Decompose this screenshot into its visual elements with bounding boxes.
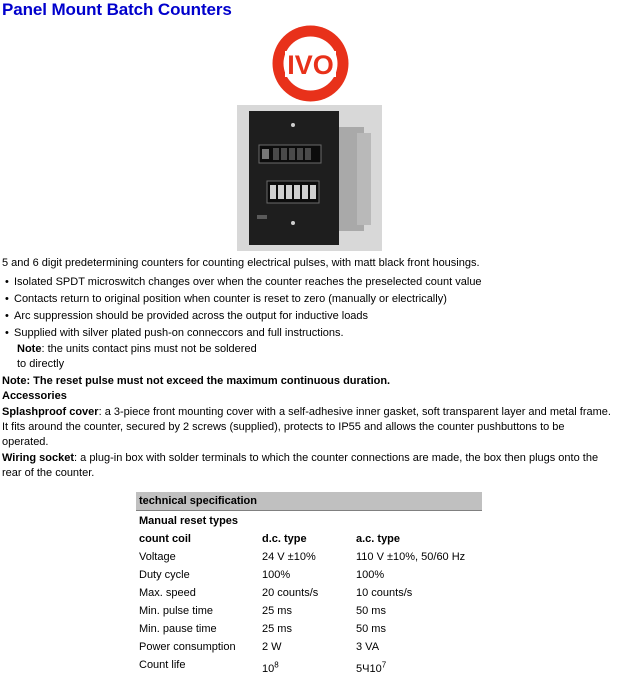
table-row bbox=[136, 566, 482, 584]
note-text-cont: to directly bbox=[17, 358, 65, 370]
column-header: count coil bbox=[139, 533, 191, 545]
note-label: Note bbox=[17, 343, 42, 355]
dc-value: 25 ms bbox=[262, 623, 292, 635]
ac-value: 100% bbox=[356, 569, 385, 581]
note-text: : the units contact pins must not be soldered bbox=[41, 343, 257, 355]
spec-table bbox=[136, 492, 482, 678]
dc-value: 100% bbox=[262, 569, 291, 581]
table-row bbox=[136, 584, 482, 602]
row-label: Min. pulse time bbox=[139, 605, 213, 617]
row-label: Voltage bbox=[139, 551, 176, 563]
list-item: • Contacts return to original position when counter is reset to zero (manually or electrically) bbox=[0, 291, 560, 308]
ac-value: 3 VA bbox=[356, 641, 380, 653]
dc-value: 24 V ±10% bbox=[262, 551, 316, 563]
list-item: • Supplied with silver plated push-on conneccors and full instructions. bbox=[0, 325, 560, 342]
list-item: • Isolated SPDT microswitch changes over when the counter reaches the preselected count value bbox=[0, 274, 560, 291]
ac-value: 110 V ±10%, 50/60 Hz bbox=[356, 551, 466, 563]
page-title: Panel Mount Batch Counters bbox=[2, 0, 232, 19]
feature-list bbox=[0, 274, 560, 342]
dc-value: $10^8$ bbox=[262, 660, 279, 675]
row-label: Min. pause time bbox=[139, 623, 217, 635]
spec-heading: technical specification bbox=[136, 492, 482, 511]
svg-text:IVO: IVO bbox=[287, 50, 334, 80]
solder-note bbox=[17, 342, 317, 372]
table-row bbox=[136, 602, 482, 620]
product-photo bbox=[237, 105, 382, 251]
ac-value: 50 ms bbox=[356, 623, 386, 635]
column-header: a.c. type bbox=[356, 533, 401, 545]
ivo-logo bbox=[271, 24, 350, 103]
row-label: Max. speed bbox=[139, 587, 196, 599]
dc-value: 2 W bbox=[262, 641, 282, 653]
intro-text: 5 and 6 digit predetermining counters for counting electrical pulses, with matt black front housings. bbox=[2, 257, 480, 269]
accessories-heading: Accessories bbox=[2, 390, 67, 402]
row-label: Power consumption bbox=[139, 641, 236, 653]
table-row bbox=[136, 620, 482, 638]
reset-note: Note: The reset pulse must not exceed the maximum continuous duration. bbox=[2, 375, 391, 387]
wiring-label: Wiring socket bbox=[2, 452, 75, 464]
splashproof-paragraph bbox=[2, 405, 614, 450]
dc-value: 25 ms bbox=[262, 605, 292, 617]
row-label: Duty cycle bbox=[139, 569, 190, 581]
ac-value: 10 counts/s bbox=[356, 587, 413, 599]
splashproof-label: Splashproof cover bbox=[2, 406, 99, 418]
wiring-paragraph bbox=[2, 451, 614, 481]
table-row bbox=[136, 656, 482, 678]
table-header-row bbox=[136, 530, 482, 548]
wiring-text: : a plug-in box with solder terminals to which the counter connections are made, the box then plugs onto the rear of the counter. bbox=[2, 452, 599, 479]
spec-subheading: Manual reset types bbox=[139, 515, 239, 527]
dc-value: 20 counts/s bbox=[262, 587, 319, 599]
ac-value: 50 ms bbox=[356, 605, 386, 617]
list-item: • Arc suppression should be provided across the output for inductive loads bbox=[0, 308, 560, 325]
table-row bbox=[136, 638, 482, 656]
row-label: Count life bbox=[139, 659, 186, 671]
ac-value: $5Ч10^7$ bbox=[356, 660, 387, 675]
column-header: d.c. type bbox=[262, 533, 307, 545]
splashproof-text: : a 3-piece front mounting cover with a self-adhesive inner gasket, soft transparent layer and metal frame. It fits around the counter, secured by 2 screws (supplied), protects to IP55 and allows the counter pushbuttons to be operated. bbox=[2, 406, 611, 448]
table-row bbox=[136, 548, 482, 566]
